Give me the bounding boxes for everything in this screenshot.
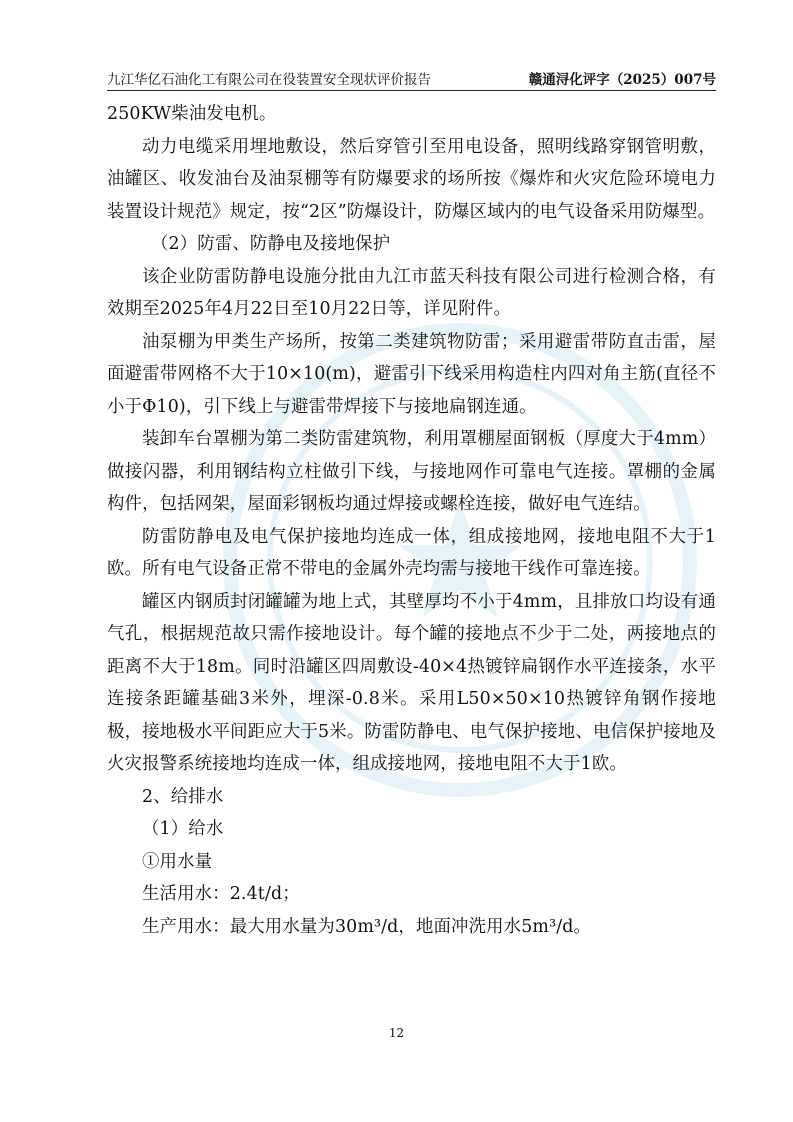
paragraph-production-water: 生产用水：最大用水量为30m³/d，地面冲洗用水5m³/d。	[142, 916, 592, 937]
document-body	[107, 98, 716, 943]
header-report-title: 九江华亿石油化工有限公司在役装置安全现状评价报告	[107, 72, 431, 88]
paragraph-grounding-network: 防雷防静电及电气保护接地均连成一体，组成接地网，接地电阻不大于1欧。所有电气设备正常不带电的金属外壳均需与接地干线作可靠连接。	[107, 526, 716, 579]
paragraph-tank-area: 罐区内钢质封闭罐罐为地上式，其壁厚均不小于4mm，且排放口均设有通气孔，根据规范故只需作接地设计。每个罐的接地点不少于二处，两接地点的距离不大于18m。同时沿罐区四周敷设-40×4热镀锌扁钢作水平连接条，水平连接条距罐基础3米外，埋深-0.8米。采用L50×50×10热镀锌角钢作接地极，接地极水平间距应大于5米。防雷防静电、电气保护接地、电信保护接地及火灾报警系统接地均连成一体，组成接地网，接地电阻不大于1欧。	[107, 591, 716, 774]
paragraph-inspection: 该企业防雷防静电设施分批由九江市蓝天科技有限公司进行检测合格，有效期至2025年4月22日至10月22日等，详见附件。	[107, 266, 716, 319]
heading-water-consumption: ①用水量	[142, 851, 213, 872]
page-header	[107, 66, 716, 91]
paragraph-generator: 250KW柴油发电机。	[107, 104, 277, 124]
paragraph-loading-canopy: 装卸车台罩棚为第二类防雷建筑物，利用罩棚屋面钢板（厚度大于4mm）做接闪器，利用钢结构立柱做引下线，与接地网作可靠电气连接。罩棚的金属构件，包括网架，屋面彩钢板均通过焊接或螺栓连接，做好电气连结。	[107, 429, 716, 514]
heading-lightning-protection: （2）防雷、防静电及接地保护	[151, 234, 391, 254]
page-number: 12	[388, 1026, 405, 1040]
header-report-number: 赣通浔化评字（2025）007号	[528, 72, 716, 88]
heading-water-supply-drainage: 2、给排水	[142, 786, 224, 807]
heading-water-supply: （1）给水	[142, 819, 224, 839]
paragraph-pump-shed: 油泵棚为甲类生产场所，按第二类建筑物防雷；采用避雷带防直击雷，屋面避雷带网格不大于10×10(m)，避雷引下线采用构造柱内四对角主筋(直径不小于Φ10)，引下线上与避雷带焊接下与接地扁钢连通。	[107, 331, 716, 417]
paragraph-domestic-water: 生活用水：2.4t/d；	[142, 884, 300, 904]
paragraph-power-cable: 动力电缆采用埋地敷设，然后穿管引至用电设备，照明线路穿钢管明敷，油罐区、收发油台及油泵棚等有防爆要求的场所按《爆炸和火灾危险环境电力装置设计规范》规定，按“2区”防爆设计，防爆区域内的电气设备采用防爆型。	[107, 136, 716, 222]
